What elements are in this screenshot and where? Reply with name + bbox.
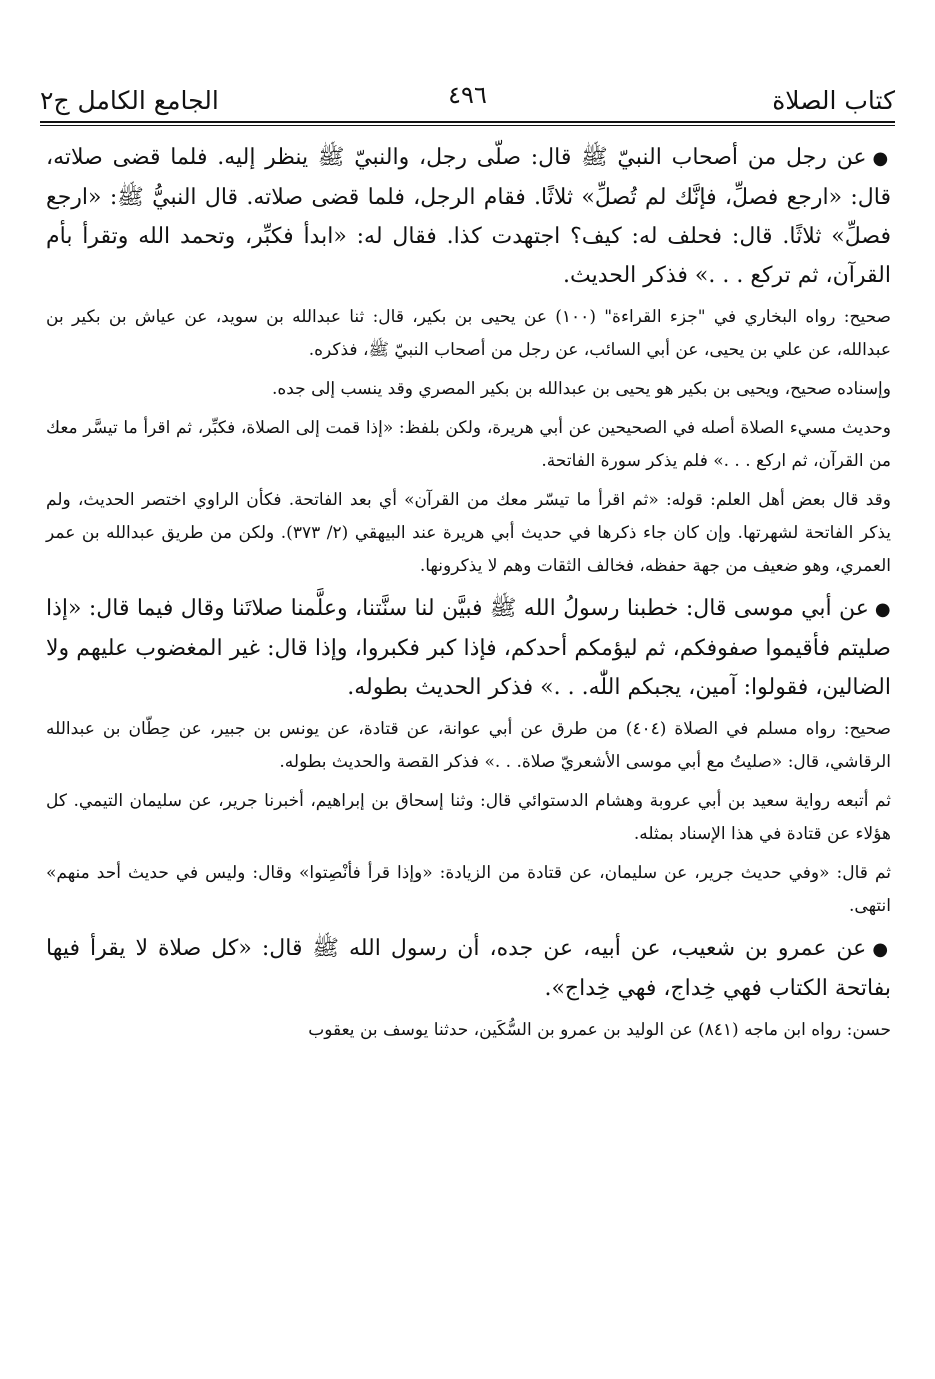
note-paragraph: حسن: رواه ابن ماجه (٨٤١) عن الوليد بن عمرو بن السُّكَين، حدثنا يوسف بن يعقوب [308,1020,891,1040]
page-header [40,72,895,116]
note-paragraph: وحديث مسيء الصلاة أصله في الصحيحين عن أبي هريرة، ولكن بلفظ: «إذا قمت إلى الصلاة، فكبِّر، ثم اقرأ ما تيسَّر معك من القرآن، ثم اركع . . .» فلم يذكر سورة الفاتحة. [46,418,891,471]
header-rule-thin [40,125,895,126]
hadith-paragraph [46,589,891,707]
book-title: الجامع الكامل ج٢ [40,86,219,115]
hadith-paragraph [46,138,891,295]
hadith-text: عن رجل من أصحاب النبيّ ﷺ قال: صلّى رجل، والنبيّ ﷺ ينظر إليه. فلما قضى صلاته، قال: «ارجع فصلِّ، فإنَّك لم تُصلِّ» ثلاثًا. فقام الرجل، فلما قضى صلاته. قال النبيُّ ﷺ: «ارجع فصلِّ» ثلاثًا. قال: فحلف له: كيف؟ اجتهدت كذا. فقال له: «ابدأ فكبِّر، وتحمد الله وتقرأ بأم القرآن، ثم تركع . . .» فذكر الحديث. [46,145,891,288]
note-paragraph: ثم قال: «وفي حديث جرير، عن سليمان، عن قتادة من الزيادة: «وإذا قرأ فأنْصِتوا» وقال: وليس في حديث أحد منهم» انتهى. [46,863,891,916]
page-number: ٤٩٦ [448,81,487,109]
note-paragraph: وقد قال بعض أهل العلم: قوله: «ثم اقرأ ما تيسّر معك من القرآن» أي بعد الفاتحة. فكأن الراوي اختصر الحديث، ولم يذكر الفاتحة لشهرتها. وإن كان جاء ذكرها في حديث أبي هريرة عند البيهقي (٢/ ٣٧٣). ولكن من طريق عبدالله بن عمر العمري، وهو ضعيف من جهة حفظه، فخالف الثقات وهم لا يذكرونها. [46,490,892,576]
page-body [46,138,891,1053]
note-paragraph: صحيح: رواه البخاري في "جزء القراءة" (١٠٠) عن يحيى بن بكير، قال: ثنا عبدالله بن سويد، عن عياش بن بكير بن عبدالله، عن علي بن يحيى، عن أبي السائب، عن رجل من أصحاب النبيّ ﷺ، فذكره. [46,307,891,360]
hadith-text: عن عمرو بن شعيب، عن أبيه، عن جده، أن رسول الله ﷺ قال: «كل صلاة لا يقرأ فيها بفاتحة الكتاب فهي خِداج، فهي خِداج». [46,936,891,1001]
bullet-icon: ● [874,599,891,620]
note-paragraph: ثم أتبعه رواية سعيد بن أبي عروبة وهشام الدستوائي قال: وثنا إسحاق بن إبراهيم، أخبرنا جرير، عن سليمان التيمي. كل هؤلاء عن قتادة في هذا الإسناد بمثله. [46,791,891,844]
hadith-paragraph [46,929,891,1008]
note-paragraph: وإسناده صحيح، ويحيى بن بكير هو يحيى بن عبدالله بن بكير المصري وقد ينسب إلى جده. [271,379,891,399]
note-paragraph: صحيح: رواه مسلم في الصلاة (٤٠٤) من طرق عن أبي عوانة، عن قتادة، عن يونس بن جبير، عن حِطّان بن عبدالله الرقاشي، قال: «صليتُ مع أبي موسى الأشعريّ صلاة. . .» فذكر القصة والحديث بطوله. [46,719,891,772]
header-rule-thick [40,121,895,123]
chapter-title: كتاب الصلاة [772,86,895,115]
bullet-icon: ● [872,148,891,169]
hadith-text: عن أبي موسى قال: خطبنا رسولُ الله ﷺ فبيَّن لنا سنَّتنا، وعلَّمنا صلاتَنا وقال فيما قال: «إذا صليتم فأقيموا صفوفكم، ثم ليؤمكم أحدكم، فإذا كبر فكبروا، وإذا قال: غير المغضوب عليهم ولا الضالين، فقولوا: آمين، يجبكم اللّٰه. . .» فذكر الحديث بطوله. [46,596,891,700]
bullet-icon: ● [872,939,891,960]
